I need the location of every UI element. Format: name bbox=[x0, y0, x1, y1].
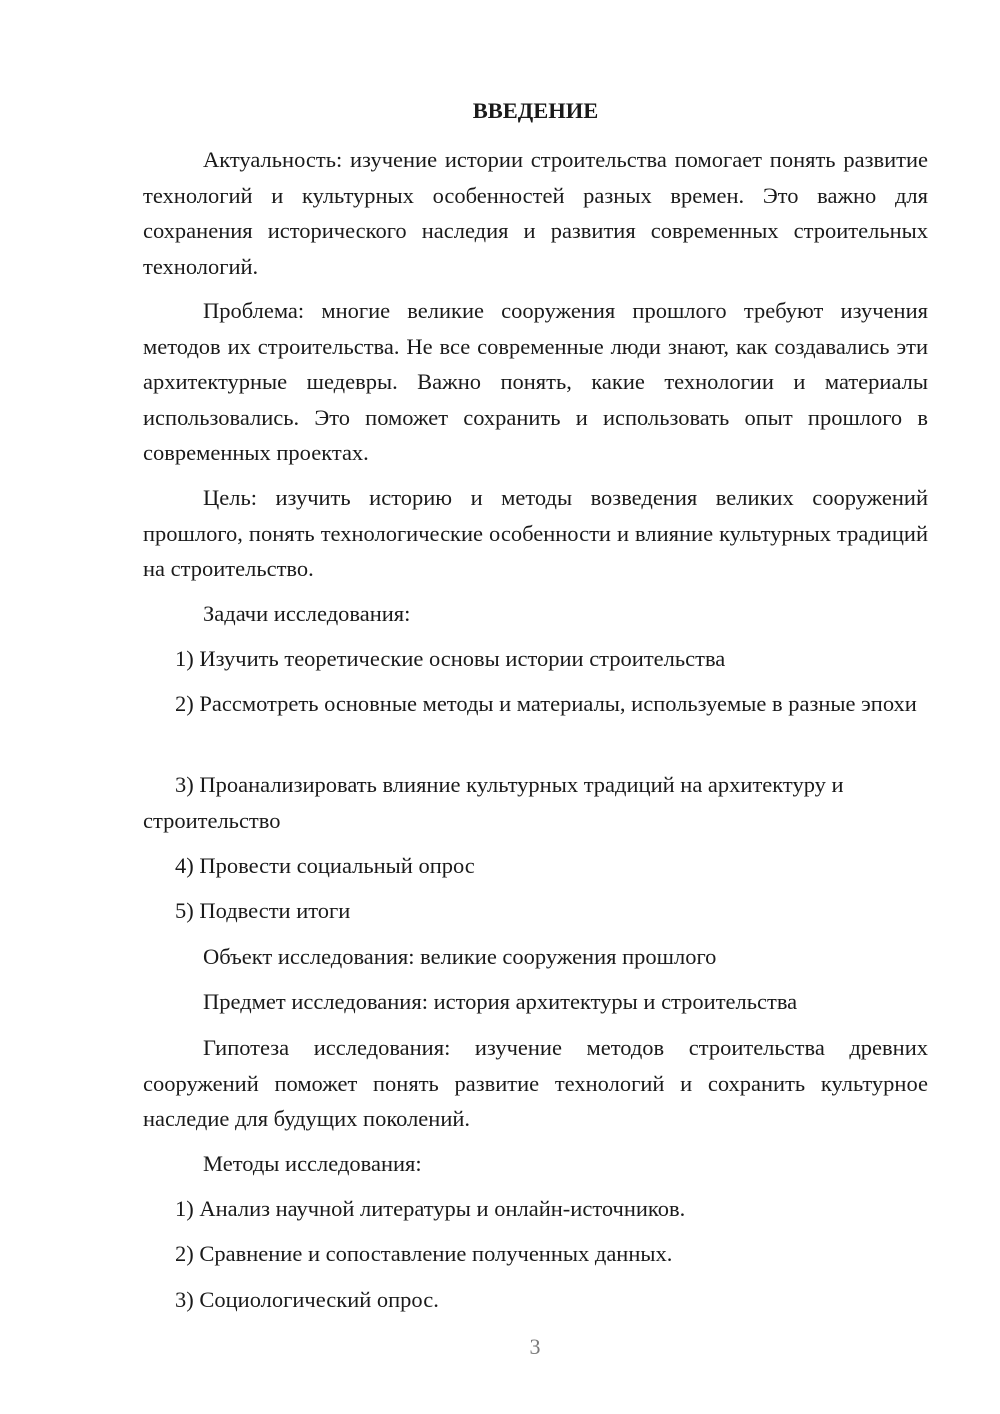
list-item: 3) Проанализировать влияние культурных традиций на архитектуру и строительство bbox=[143, 772, 844, 833]
task-item-5 bbox=[143, 893, 928, 929]
task-item-1 bbox=[143, 641, 928, 677]
object-text: Объект исследования: великие сооружения прошлого bbox=[203, 944, 717, 969]
method-item-3 bbox=[143, 1282, 928, 1318]
subject-line bbox=[143, 984, 928, 1020]
list-item: 1) Анализ научной литературы и онлайн-источников. bbox=[175, 1196, 686, 1221]
object-line bbox=[143, 939, 928, 975]
page-number: 3 bbox=[529, 1334, 541, 1359]
list-item: 4) Провести социальный опрос bbox=[175, 853, 475, 878]
task-item-2 bbox=[143, 686, 928, 722]
hypothesis-text: Гипотеза исследования: изучение методов строительства древних сооружений поможет понять развитие технологий и сохранить культурное наследие для будущих поколений. bbox=[143, 1035, 928, 1131]
goal-paragraph bbox=[143, 480, 928, 587]
list-item: 2) Сравнение и сопоставление полученных данных. bbox=[175, 1241, 673, 1266]
list-item: 3) Социологический опрос. bbox=[175, 1287, 439, 1312]
hypothesis-paragraph bbox=[143, 1030, 928, 1137]
relevance-text: Актуальность: изучение истории строительства помогает понять развитие технологий и культурных особенностей разных времен. Это важно для сохранения исторического наследия и развития современных строительных технологий. bbox=[143, 147, 928, 279]
methods-heading-text: Методы исследования: bbox=[203, 1151, 422, 1176]
relevance-paragraph bbox=[143, 142, 928, 284]
list-item: 1) Изучить теоретические основы истории строительства bbox=[175, 646, 726, 671]
page-title: ВВЕДЕНИЕ bbox=[472, 98, 599, 123]
task-item-3 bbox=[143, 767, 928, 838]
methods-heading bbox=[143, 1146, 928, 1182]
list-item: 2) Рассмотреть основные методы и материалы, используемые в разные эпохи bbox=[175, 691, 917, 716]
tasks-heading bbox=[143, 596, 928, 632]
problem-paragraph bbox=[143, 293, 928, 471]
method-item-1 bbox=[143, 1191, 928, 1227]
goal-text: Цель: изучить историю и методы возведения великих сооружений прошлого, понять технологические особенности и влияние культурных традиций на строительство. bbox=[143, 485, 928, 581]
subject-text: Предмет исследования: история архитектуры и строительства bbox=[203, 989, 798, 1014]
method-item-2 bbox=[143, 1236, 928, 1272]
list-item: 5) Подвести итоги bbox=[175, 898, 351, 923]
problem-text: Проблема: многие великие сооружения прошлого требуют изучения методов их строительства. Не все современные люди знают, как создавались эти архитектурные шедевры. Важно понять, какие технологии и материалы использовались. Это поможет сохранить и использовать опыт прошлого в современных проектах. bbox=[143, 298, 928, 465]
tasks-heading-text: Задачи исследования: bbox=[203, 601, 411, 626]
task-item-4 bbox=[143, 848, 928, 884]
